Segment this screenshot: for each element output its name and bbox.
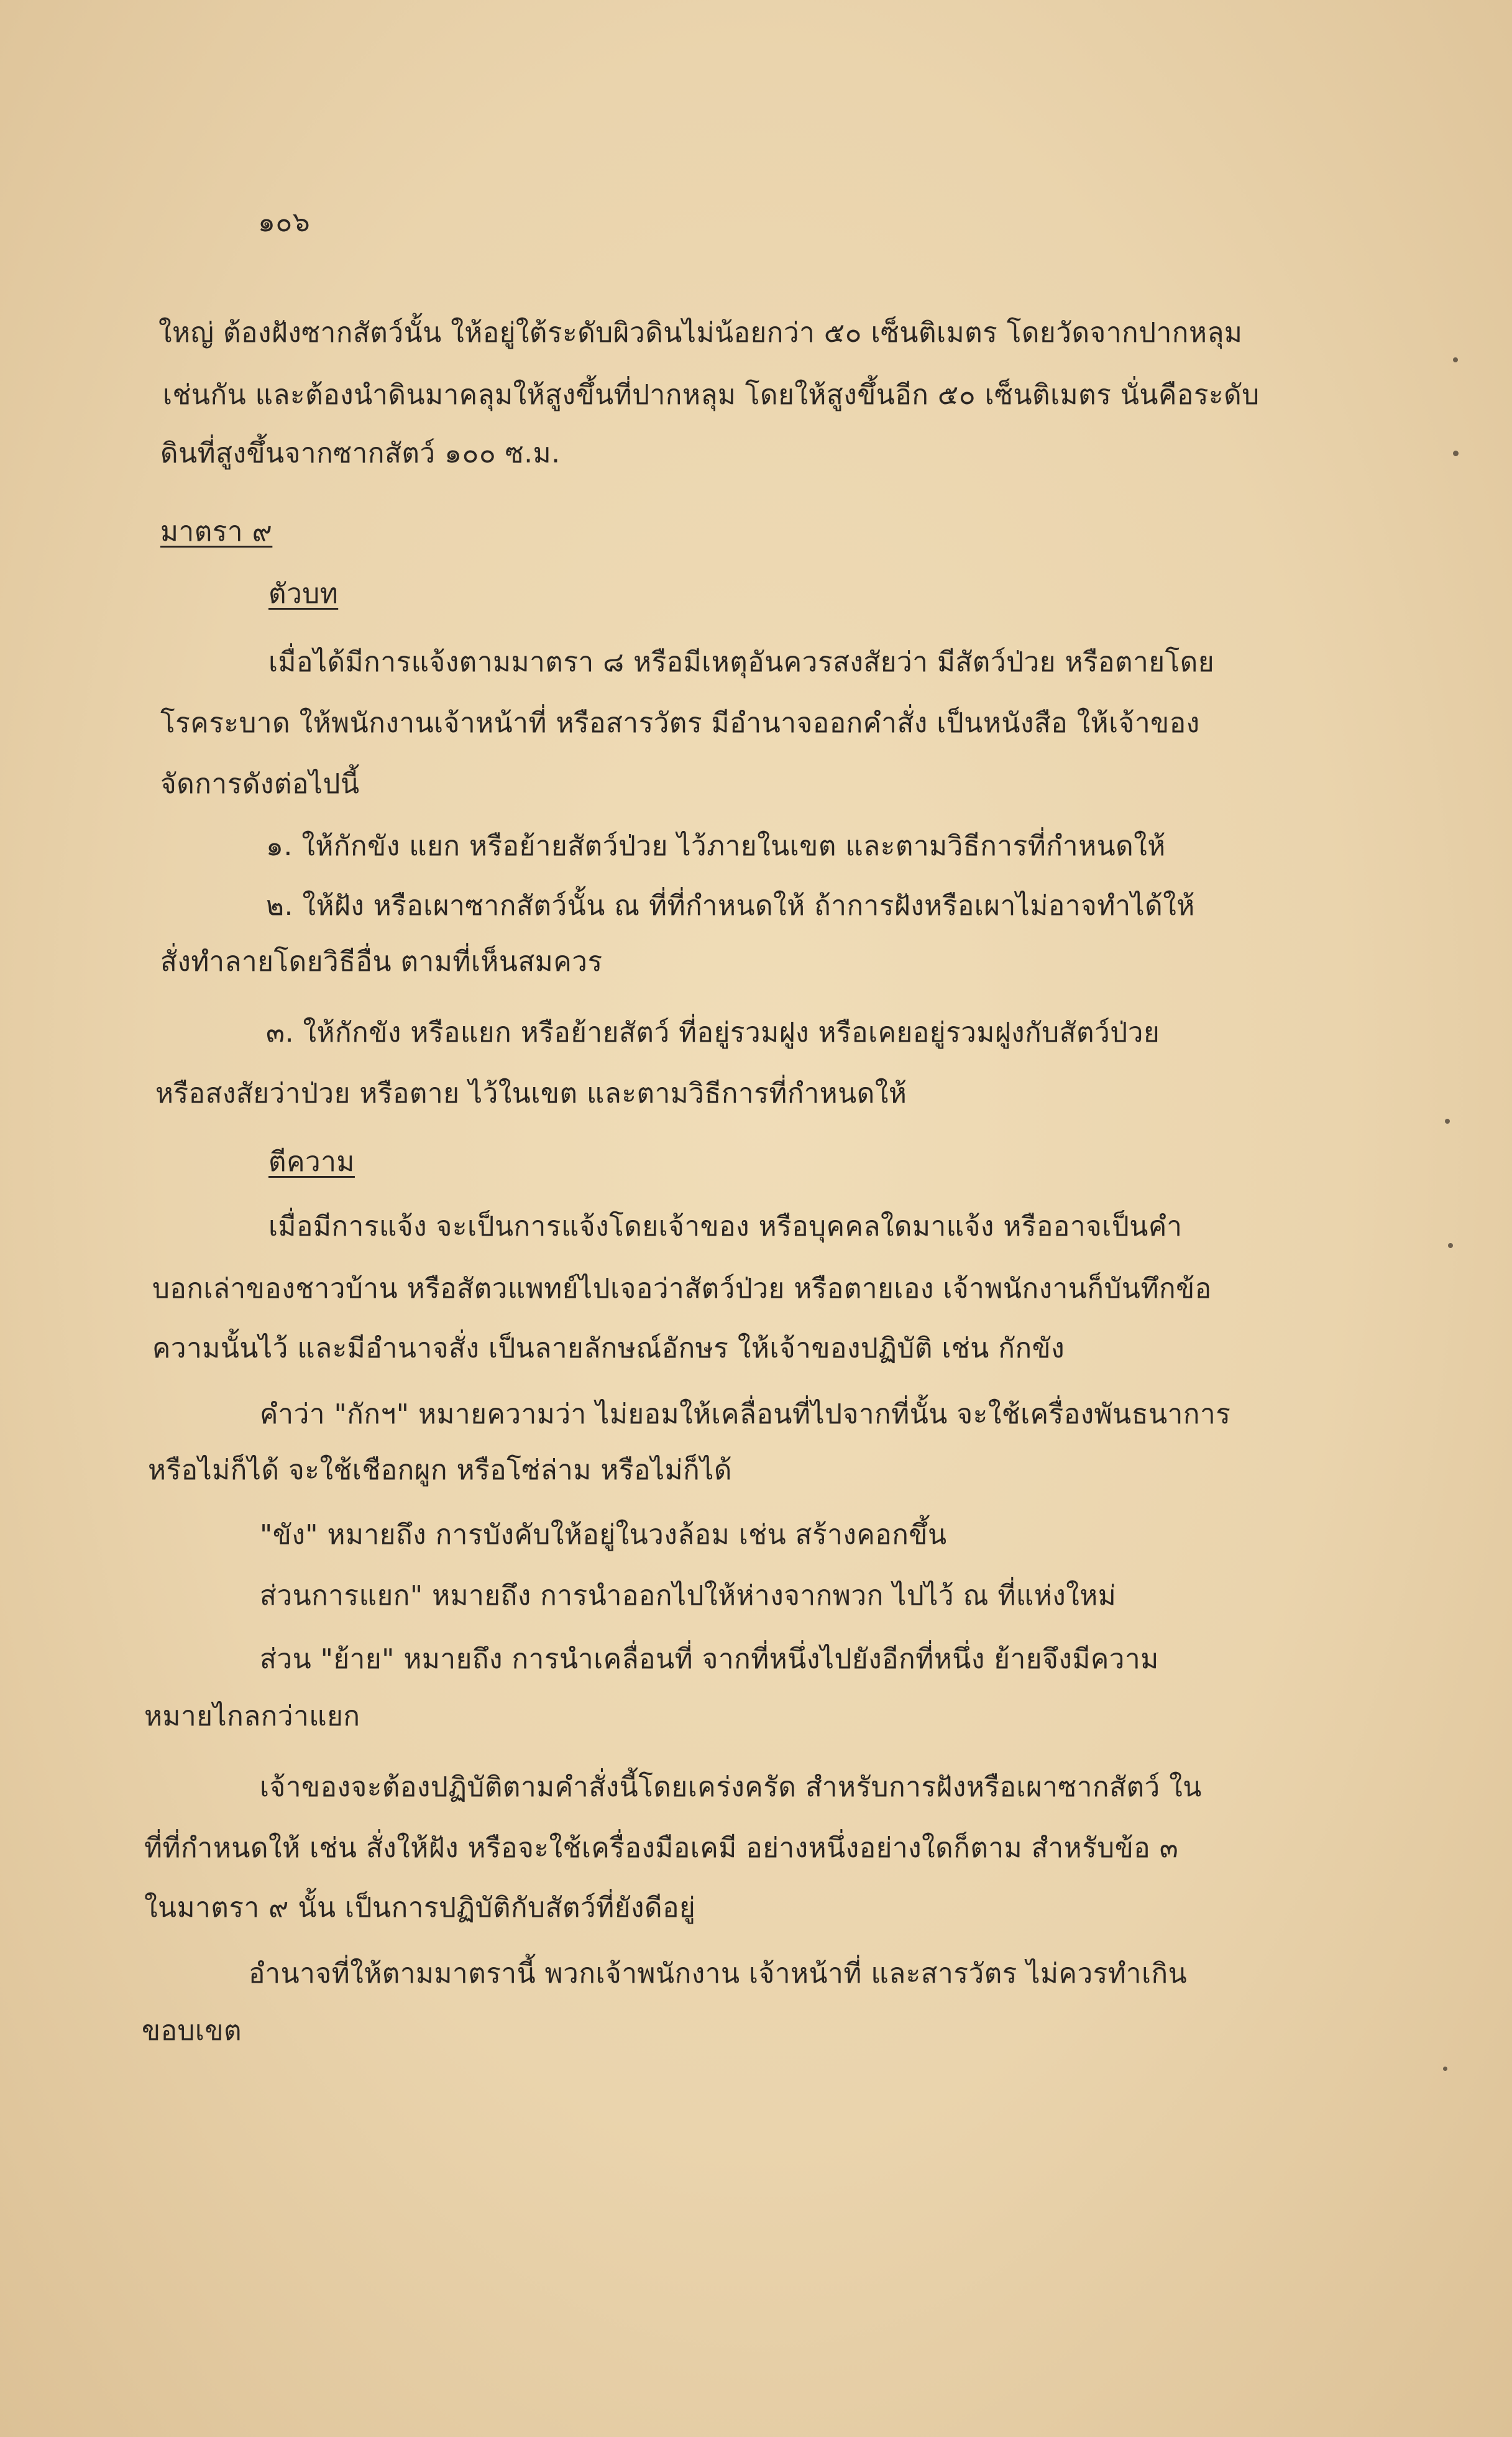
- body-line: ที่ที่กำหนดให้ เช่น สั่งให้ฝัง หรือจะใช้เครื่องมือเคมี อย่างหนึ่งอย่างใดก็ตาม สำหรับข้อ ๓: [144, 1832, 1179, 1864]
- paper-speck: [1448, 1243, 1453, 1248]
- paper-speck: [1453, 451, 1459, 456]
- body-line: หมายไกลกว่าแยก: [144, 1700, 360, 1732]
- paper-speck: [1453, 357, 1458, 362]
- body-line: โรคระบาด ให้พนักงานเจ้าหน้าที่ หรือสารวัตร มีอำนาจออกคำสั่ง เป็นหนังสือ ให้เจ้าของ: [160, 707, 1200, 739]
- subheading-interpretation: ตีความ: [268, 1146, 355, 1178]
- section-heading: มาตรา ๙: [160, 516, 273, 548]
- body-line: ดินที่สูงขึ้นจากซากสัตว์ ๑๐๐ ซ.ม.: [160, 438, 561, 469]
- subheading-text: ตัวบท: [268, 578, 339, 610]
- body-line: ความนั้นไว้ และมีอำนาจสั่ง เป็นลายลักษณ์อักษร ให้เจ้าของปฏิบัติ เช่น กักขัง: [152, 1333, 1065, 1364]
- body-line: สั่งทำลายโดยวิธีอื่น ตามที่เห็นสมควร: [160, 946, 603, 978]
- body-line: ส่วนการแยก" หมายถึง การนำออกไปให้ห่างจากพวก ไปไว้ ณ ที่แห่งใหม่: [260, 1580, 1117, 1612]
- body-line: จัดการดังต่อไปนี้: [160, 768, 360, 800]
- paper-speck: [1445, 1119, 1450, 1124]
- page-number: ๑๐๖: [258, 206, 311, 238]
- body-line: อำนาจที่ให้ตามมาตรานี้ พวกเจ้าพนักงาน เจ้าหน้าที่ และสารวัตร ไม่ควรทำเกิน: [249, 1958, 1188, 1990]
- body-line: "ขัง" หมายถึง การบังคับให้อยู่ในวงล้อม เช่น สร้างคอกขึ้น: [260, 1519, 947, 1551]
- body-line: ใหญ่ ต้องฝังซากสัตว์นั้น ให้อยู่ใต้ระดับผิวดินไม่น้อยกว่า ๕๐ เซ็นติเมตร โดยวัดจากปากหลุม: [158, 317, 1243, 349]
- body-line: เช่นกัน และต้องนำดินมาคลุมให้สูงขึ้นที่ปากหลุม โดยให้สูงขึ้นอีก ๕๐ เซ็นติเมตร นั่นคือระดับ: [163, 379, 1260, 411]
- body-line: ในมาตรา ๙ นั้น เป็นการปฏิบัติกับสัตว์ที่ยังดีอยู่: [144, 1892, 696, 1924]
- body-line: หรือสงสัยว่าป่วย หรือตาย ไว้ในเขต และตามวิธีการที่กำหนดให้: [155, 1078, 907, 1109]
- list-item: ๒. ให้ฝัง หรือเผาซากสัตว์นั้น ณ ที่ที่กำหนดให้ ถ้าการฝังหรือเผาไม่อาจทำได้ให้: [266, 890, 1195, 922]
- body-line: หรือไม่ก็ได้ จะใช้เชือกผูก หรือโซ่ล่าม หรือไม่ก็ได้: [148, 1454, 732, 1486]
- body-line: เมื่อได้มีการแจ้งตามมาตรา ๘ หรือมีเหตุอันควรสงสัยว่า มีสัตว์ป่วย หรือตายโดย: [268, 646, 1215, 678]
- list-item: ๓. ให้กักขัง หรือแยก หรือย้ายสัตว์ ที่อยู่รวมฝูง หรือเคยอยู่รวมฝูงกับสัตว์ป่วย: [266, 1017, 1160, 1049]
- body-line: บอกเล่าของชาวบ้าน หรือสัตวแพทย์ไปเจอว่าสัตว์ป่วย หรือตายเอง เจ้าพนักงานก็บันทึกข้อ: [152, 1273, 1212, 1305]
- list-item: ๑. ให้กักขัง แยก หรือย้ายสัตว์ป่วย ไว้ภายในเขต และตามวิธีการที่กำหนดให้: [266, 830, 1166, 862]
- body-line: เมื่อมีการแจ้ง จะเป็นการแจ้งโดยเจ้าของ หรือบุคคลใดมาแจ้ง หรืออาจเป็นคำ: [268, 1211, 1183, 1242]
- body-line: ขอบเขต: [142, 2015, 242, 2047]
- body-line: คำว่า "กักฯ" หมายความว่า ไม่ยอมให้เคลื่อนที่ไปจากที่นั้น จะใช้เครื่องพันธนาการ: [260, 1398, 1231, 1430]
- body-line: เจ้าของจะต้องปฏิบัติตามคำสั่งนี้โดยเคร่งครัด สำหรับการฝังหรือเผาซากสัตว์ ใน: [260, 1771, 1202, 1803]
- paper-speck: [1443, 2067, 1447, 2071]
- body-line: ส่วน "ย้าย" หมายถึง การนำเคลื่อนที่ จากที่หนึ่งไปยังอีกที่หนึ่ง ย้ายจึงมีความ: [260, 1643, 1159, 1675]
